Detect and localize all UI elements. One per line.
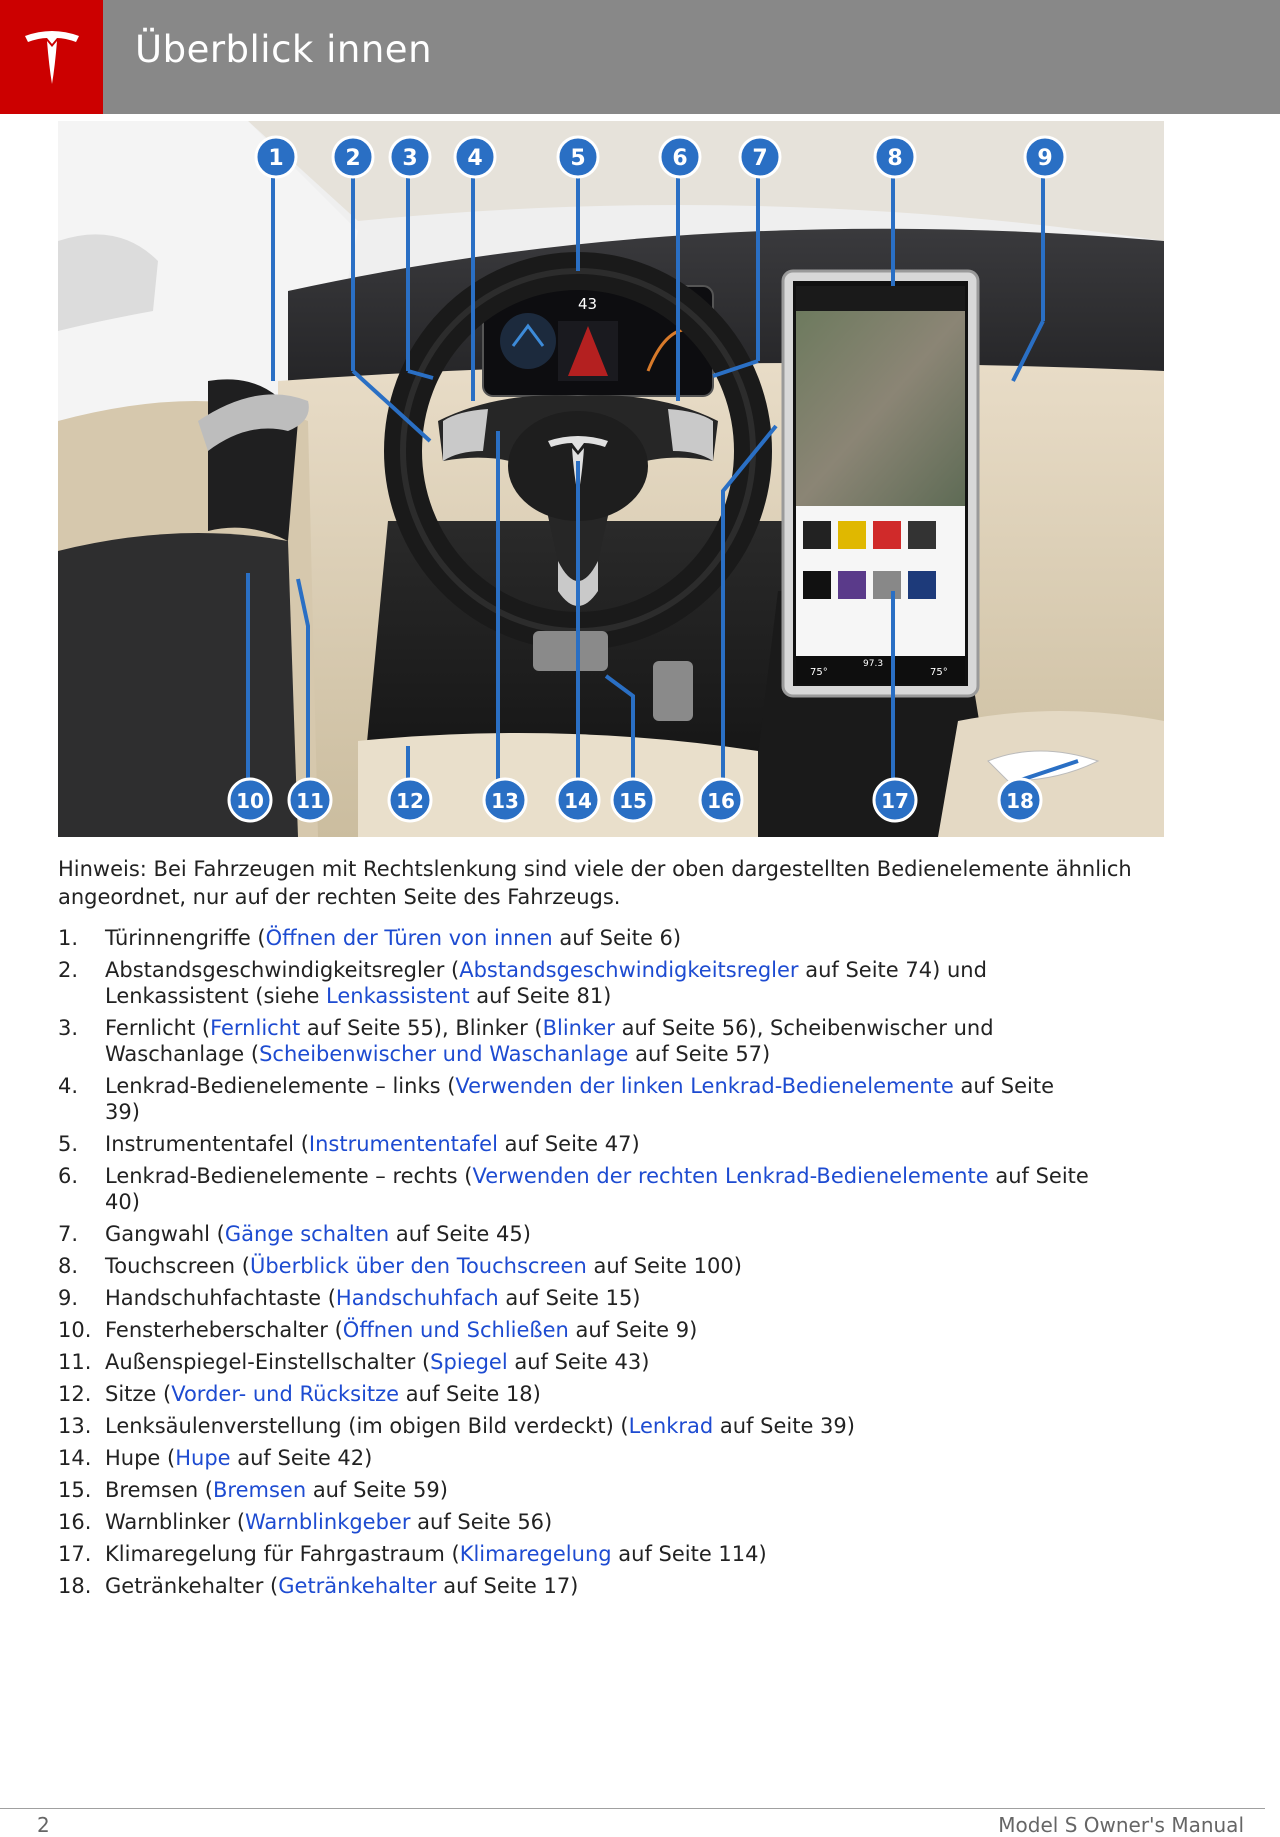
link-hupe[interactable]: Hupe (175, 1446, 231, 1470)
svg-text:16: 16 (707, 789, 735, 813)
callout-10 (229, 779, 271, 821)
rhd-note: Hinweis: Bei Fahrzeugen mit Rechtslenkung sind viele der oben dargestellten Bedienelemente ähnlich angeordnet, nur auf der rechten Seite des Fahrzeugs. (58, 857, 1132, 909)
link-sitze[interactable]: Vorder- und Rücksitze (171, 1382, 400, 1406)
page-number: 2 (37, 1813, 50, 1837)
list-item: 10. Fensterheberschalter (Öffnen und Schließen auf Seite 9) (58, 1318, 698, 1342)
callout-15 (612, 779, 654, 821)
callout-11 (289, 779, 331, 821)
svg-text:14: 14 (564, 789, 592, 813)
link-spiegel[interactable]: Spiegel (430, 1350, 508, 1374)
link-abstandsregler[interactable]: Abstandsgeschwindigkeitsregler (459, 958, 799, 982)
svg-text:10: 10 (236, 789, 264, 813)
link-touchscreen[interactable]: Überblick über den Touchscreen (249, 1254, 587, 1278)
link-linke-lenkrad-bedienelemente[interactable]: Verwenden der linken Lenkrad-Bedienelemente (455, 1074, 954, 1098)
list-item: 1. Türinnengriffe (Öffnen der Türen von innen auf Seite 6) (58, 926, 682, 950)
callout-17 (874, 779, 916, 821)
callout-3 (390, 137, 430, 177)
interior-overview-image (58, 121, 1164, 837)
link-lenkassistent[interactable]: Lenkassistent (326, 984, 470, 1008)
list-item: 4. Lenkrad-Bedienelemente – links (Verwenden der linken Lenkrad-Bedienelemente auf Seite 39) (58, 1074, 1054, 1124)
list-item: 17. Klimaregelung für Fahrgastraum (Klimaregelung auf Seite 114) (58, 1542, 767, 1566)
callout-16 (700, 779, 742, 821)
list-item: 18. Getränkehalter (Getränkehalter auf Seite 17) (58, 1574, 579, 1598)
callout-1 (256, 137, 296, 177)
svg-text:18: 18 (1006, 789, 1034, 813)
link-rechte-lenkrad-bedienelemente[interactable]: Verwenden der rechten Lenkrad-Bedienelemente (472, 1164, 989, 1188)
list-item: 8. Touchscreen (Überblick über den Touchscreen auf Seite 100) (58, 1254, 742, 1278)
link-gaenge-schalten[interactable]: Gänge schalten (224, 1222, 390, 1246)
component-list (58, 925, 1168, 1605)
screen-temp-left: 75° (810, 667, 828, 678)
link-warnblinkgeber[interactable]: Warnblinkgeber (245, 1510, 411, 1534)
list-item: 3. Fernlicht (Fernlicht auf Seite 55), Blinker (Blinker auf Seite 56), Scheibenwischer und Waschanlage (Scheibenwischer und Waschanlage auf Seite 57) (58, 1016, 994, 1066)
svg-text:5: 5 (570, 146, 586, 171)
link-tueren-oeffnen[interactable]: Öffnen der Türen von innen (265, 926, 553, 950)
svg-text:4: 4 (467, 146, 483, 171)
svg-text:12: 12 (396, 789, 424, 813)
list-item: 6. Lenkrad-Bedienelemente – rechts (Verwenden der rechten Lenkrad-Bedienelemente auf Seite 40) (58, 1164, 1089, 1214)
callout-7 (740, 137, 780, 177)
svg-text:6: 6 (672, 146, 688, 171)
callout-13 (484, 779, 526, 821)
screen-temp-right: 75° (930, 667, 948, 678)
list-item: 16. Warnblinker (Warnblinkgeber auf Seite 56) (58, 1510, 553, 1534)
svg-text:1: 1 (268, 146, 284, 171)
manual-name: Model S Owner's Manual (998, 1813, 1244, 1837)
link-bremsen[interactable]: Bremsen (213, 1478, 307, 1502)
callout-14 (557, 779, 599, 821)
callout-9 (1025, 137, 1065, 177)
svg-text:2: 2 (345, 146, 361, 171)
callout-18 (999, 779, 1041, 821)
svg-text:11: 11 (296, 789, 324, 813)
interior-illustration (58, 121, 1164, 837)
svg-text:8: 8 (887, 146, 903, 171)
link-klimaregelung[interactable]: Klimaregelung (459, 1542, 612, 1566)
callout-4 (455, 137, 495, 177)
link-oeffnen-schliessen[interactable]: Öffnen und Schließen (342, 1318, 569, 1342)
svg-text:13: 13 (491, 789, 519, 813)
page-header (0, 0, 1280, 114)
cluster-speed: 43 (578, 295, 598, 313)
svg-text:15: 15 (619, 789, 647, 813)
list-item: 14. Hupe (Hupe auf Seite 42) (58, 1446, 373, 1470)
link-instrumententafel[interactable]: Instrumententafel (308, 1132, 498, 1156)
link-fernlicht[interactable]: Fernlicht (210, 1016, 301, 1040)
callout-8 (875, 137, 915, 177)
link-scheibenwischer[interactable]: Scheibenwischer und Waschanlage (259, 1042, 629, 1066)
list-item: 7. Gangwahl (Gänge schalten auf Seite 45) (58, 1222, 531, 1246)
list-item: 2. Abstandsgeschwindigkeitsregler (Abstandsgeschwindigkeitsregler auf Seite 74) und Lenkassistent (siehe Lenkassistent auf Seite 81) (58, 958, 987, 1008)
svg-text:9: 9 (1037, 146, 1053, 171)
list-item: 5. Instrumententafel (Instrumententafel auf Seite 47) (58, 1132, 640, 1156)
link-lenkrad[interactable]: Lenkrad (628, 1414, 714, 1438)
callout-12 (389, 779, 431, 821)
tesla-logo-icon (21, 26, 83, 88)
list-item: 12. Sitze (Vorder- und Rücksitze auf Seite 18) (58, 1382, 541, 1406)
tesla-logo (0, 0, 103, 114)
svg-text:7: 7 (752, 146, 768, 171)
link-getraenkehalter[interactable]: Getränkehalter (278, 1574, 437, 1598)
callout-6 (660, 137, 700, 177)
callout-5 (558, 137, 598, 177)
link-handschuhfach[interactable]: Handschuhfach (335, 1286, 499, 1310)
list-item: 9. Handschuhfachtaste (Handschuhfach auf Seite 15) (58, 1286, 641, 1310)
page-title: Überblick innen (135, 28, 433, 71)
callout-2 (333, 137, 373, 177)
link-blinker[interactable]: Blinker (542, 1016, 615, 1040)
list-item: 13. Lenksäulenverstellung (im obigen Bild verdeckt) (Lenkrad auf Seite 39) (58, 1414, 855, 1438)
list-item: 11. Außenspiegel-Einstellschalter (Spiegel auf Seite 43) (58, 1350, 650, 1374)
screen-radio: 97.3 (863, 659, 884, 669)
footer-divider (0, 1808, 1265, 1809)
svg-text:17: 17 (881, 789, 909, 813)
list-item: 15. Bremsen (Bremsen auf Seite 59) (58, 1478, 448, 1502)
svg-text:3: 3 (402, 146, 418, 171)
